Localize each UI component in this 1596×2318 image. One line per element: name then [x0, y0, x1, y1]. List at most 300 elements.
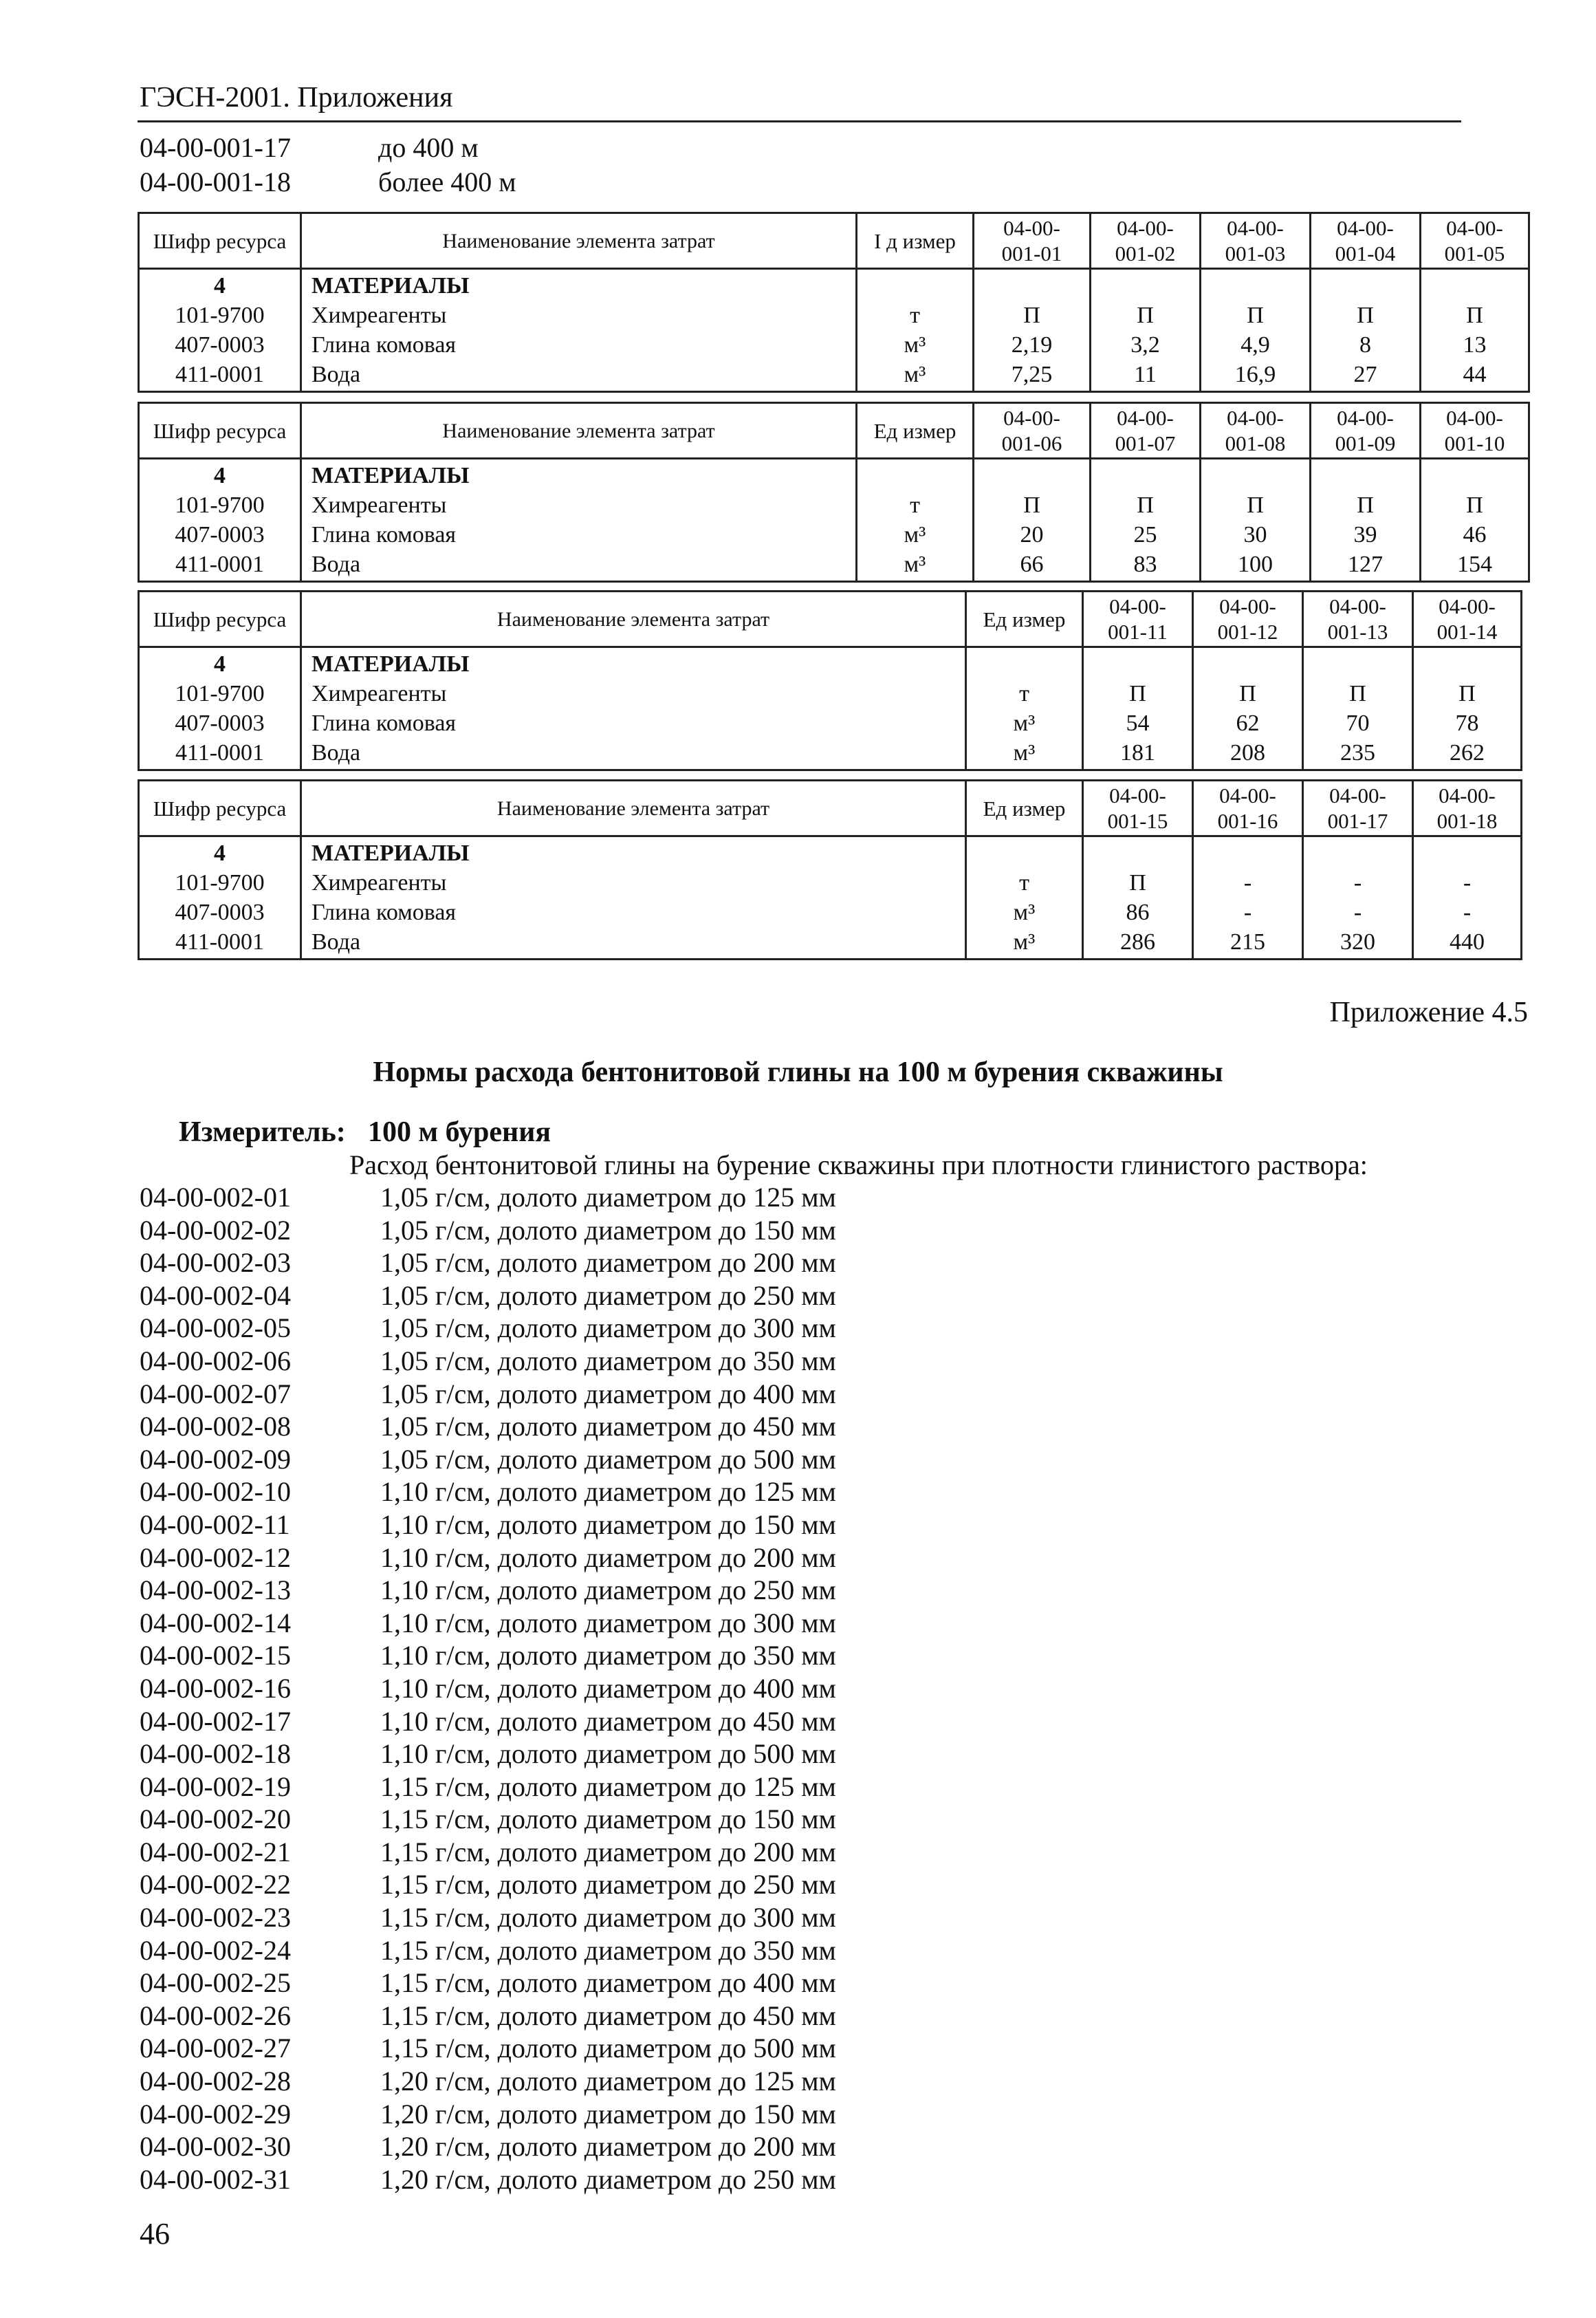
resource-unit: м³: [1013, 711, 1036, 736]
list-item: [140, 1901, 836, 1934]
resource-value: [1307, 649, 1409, 679]
values-column: [1091, 269, 1201, 392]
intro-code: 04-00-001-17: [140, 132, 291, 163]
resource-code: 411-0001: [175, 740, 265, 766]
resource-name: Вода: [311, 740, 361, 766]
resource-value: 320: [1340, 929, 1375, 955]
resource-value: 66: [1020, 552, 1044, 577]
resource-unit: т: [1019, 681, 1029, 706]
resource-value: П: [1137, 492, 1154, 518]
list-item: [140, 1967, 836, 2000]
resource-code: 407-0003: [175, 332, 265, 358]
header-norm-code: 04-00- 001-16: [1193, 781, 1303, 836]
resource-unit: [970, 838, 1079, 868]
resource-value: 2,19: [1011, 332, 1053, 358]
list-item: [140, 2032, 836, 2065]
header-norm-code: 04-00- 001-13: [1303, 592, 1413, 647]
list-item: [140, 2000, 836, 2033]
resource-value: 62: [1236, 711, 1260, 736]
norm-code: 04-00-002-29: [140, 2098, 291, 2130]
names-column: [301, 269, 857, 392]
values-column: [1083, 647, 1193, 770]
resource-unit: м³: [904, 362, 926, 387]
list-item: [140, 1246, 836, 1279]
resource-value: 30: [1243, 522, 1267, 548]
codes-column: [139, 647, 301, 770]
norm-code: 04-00-002-03: [140, 1247, 291, 1279]
resource-value: 78: [1455, 711, 1479, 736]
resource-value: -: [1353, 900, 1362, 925]
norm-text: 1,20 г/см, долото диаметром до 150 мм: [380, 2098, 836, 2130]
list-item: [140, 1672, 836, 1705]
values-column: [1303, 836, 1413, 960]
resource-value: 7,25: [1011, 362, 1053, 387]
norm-text: 1,15 г/см, долото диаметром до 350 мм: [380, 1934, 836, 1966]
norm-text: 1,20 г/см, долото диаметром до 250 мм: [380, 2163, 836, 2195]
header-norm-code: 04-00- 001-18: [1413, 781, 1522, 836]
list-item: [140, 2065, 836, 2098]
resource-value: П: [1466, 492, 1483, 518]
table-header-row: [139, 592, 1522, 647]
list-item: [140, 1410, 836, 1443]
resource-value: 181: [1120, 740, 1155, 766]
values-column: [1413, 647, 1522, 770]
values-column: [1083, 836, 1193, 960]
norm-text: 1,10 г/см, долото диаметром до 300 мм: [380, 1607, 836, 1638]
resource-unit: т: [1019, 870, 1029, 896]
resource-value: 215: [1230, 929, 1265, 955]
list-item: [140, 1868, 836, 1901]
list-item: [140, 2163, 836, 2196]
header-unit: Ед измер: [966, 592, 1083, 647]
header-norm-code: 04-00- 001-06: [974, 403, 1091, 459]
resource-value: 46: [1463, 522, 1487, 548]
codes-column: [139, 269, 301, 392]
units-column: [966, 647, 1083, 770]
resource-value: 39: [1353, 522, 1377, 548]
resource-value: [1314, 271, 1417, 301]
resource-value: -: [1243, 900, 1252, 925]
resource-value: 235: [1340, 740, 1375, 766]
values-column: [1311, 269, 1421, 392]
list-item: [140, 1607, 836, 1640]
resource-table: [138, 402, 1530, 583]
norm-code: 04-00-002-24: [140, 1934, 291, 1966]
units-column: [857, 459, 974, 582]
norm-text: 1,20 г/см, долото диаметром до 200 мм: [380, 2131, 836, 2163]
resource-value: П: [1247, 492, 1264, 518]
header-unit: Ед измер: [857, 403, 974, 459]
list-item: [140, 1214, 836, 1247]
header-unit: Ед измер: [966, 781, 1083, 836]
norm-code: 04-00-002-19: [140, 1770, 291, 1802]
norm-code: 04-00-002-12: [140, 1541, 291, 1573]
norm-list: [140, 1181, 836, 2196]
resource-value: 70: [1346, 711, 1370, 736]
header-norm-code: 04-00- 001-05: [1421, 213, 1529, 269]
resource-value: 100: [1238, 552, 1273, 577]
norm-text: 1,15 г/см, долото диаметром до 450 мм: [380, 2000, 836, 2031]
table-header-row: [139, 403, 1529, 459]
values-column: [1421, 459, 1529, 582]
resource-value: П: [1239, 681, 1256, 706]
resource-table: [138, 779, 1522, 960]
resource-code: 411-0001: [175, 929, 265, 955]
resource-code: 101-9700: [175, 870, 265, 896]
norm-text: 1,05 г/см, долото диаметром до 200 мм: [380, 1247, 836, 1279]
values-column: [974, 459, 1091, 582]
resource-code: 101-9700: [175, 303, 265, 328]
intro-item: [140, 131, 516, 165]
list-item: [140, 1737, 836, 1770]
norm-text: 1,15 г/см, долото диаметром до 300 мм: [380, 1902, 836, 1934]
norm-code: 04-00-002-04: [140, 1279, 291, 1311]
resource-value: 262: [1450, 740, 1485, 766]
norm-text: 1,05 г/см, долото диаметром до 450 мм: [380, 1411, 836, 1442]
norm-text: 1,15 г/см, долото диаметром до 400 мм: [380, 1967, 836, 1999]
resource-code: 407-0003: [175, 900, 265, 925]
values-column: [1421, 269, 1529, 392]
norm-code: 04-00-002-05: [140, 1312, 291, 1344]
norm-code: 04-00-002-15: [140, 1640, 291, 1671]
consumption-text: Расход бентонитовой глины на бурение скважины при плотности глинистого раствора:: [349, 1149, 1368, 1180]
resource-value: [1204, 271, 1307, 301]
resource-value: -: [1353, 870, 1362, 896]
values-column: [974, 269, 1091, 392]
norm-text: 1,05 г/см, долото диаметром до 300 мм: [380, 1312, 836, 1344]
list-item: [140, 1770, 836, 1804]
resource-value: [977, 271, 1086, 301]
norm-code: 04-00-002-26: [140, 2000, 291, 2031]
header-name: Наименование элемента затрат: [301, 403, 857, 459]
norm-code: 04-00-002-09: [140, 1443, 291, 1475]
resource-unit: [860, 271, 970, 301]
list-item: [140, 2130, 836, 2163]
norm-text: 1,05 г/см, долото диаметром до 350 мм: [380, 1345, 836, 1376]
norm-code: 04-00-002-28: [140, 2066, 291, 2097]
resource-value: [1086, 649, 1189, 679]
resource-value: [1204, 461, 1307, 490]
resource-code: 407-0003: [175, 522, 265, 548]
resource-value: [1094, 461, 1196, 490]
resource-unit: м³: [904, 522, 926, 548]
resource-value: [977, 461, 1086, 490]
resource-name: Вода: [311, 929, 361, 955]
norm-text: 1,10 г/см, долото диаметром до 125 мм: [380, 1476, 836, 1508]
list-item: [140, 1574, 836, 1607]
resource-value: [1094, 271, 1196, 301]
norm-text: 1,10 г/см, долото диаметром до 500 мм: [380, 1738, 836, 1770]
resource-name: Химреагенты: [311, 492, 447, 518]
resource-name: Глина комовая: [311, 900, 457, 925]
resource-value: 16,9: [1234, 362, 1276, 387]
norm-code: 04-00-002-01: [140, 1182, 291, 1213]
norm-code: 04-00-002-17: [140, 1705, 291, 1737]
header-code: Шифр ресурса: [139, 403, 301, 459]
resource-value: [1086, 838, 1189, 868]
header-name: Наименование элемента затрат: [301, 213, 857, 269]
resource-name: МАТЕРИАЛЫ: [311, 463, 470, 488]
norm-code: 04-00-002-07: [140, 1378, 291, 1409]
resource-value: 83: [1133, 552, 1157, 577]
intro-item: [140, 165, 516, 199]
names-column: [301, 647, 966, 770]
resource-unit: м³: [1013, 740, 1036, 766]
resource-name: Вода: [311, 552, 361, 577]
values-column: [1413, 836, 1522, 960]
header-norm-code: 04-00- 001-07: [1091, 403, 1201, 459]
resource-value: 20: [1020, 522, 1044, 548]
values-column: [1201, 459, 1311, 582]
norm-text: 1,05 г/см, долото диаметром до 125 мм: [380, 1182, 836, 1213]
resource-value: П: [1023, 492, 1040, 518]
resource-value: 127: [1348, 552, 1383, 577]
norm-text: 1,20 г/см, долото диаметром до 125 мм: [380, 2066, 836, 2097]
resource-code: 411-0001: [175, 552, 265, 577]
page-number: 46: [140, 2217, 170, 2251]
codes-column: [139, 836, 301, 960]
header-rule: [138, 120, 1461, 122]
table-header-row: [139, 213, 1529, 269]
resource-table: [138, 212, 1530, 393]
intro-text: до 400 м: [378, 132, 479, 163]
resource-value: [1196, 838, 1299, 868]
resource-value: 11: [1134, 362, 1157, 387]
list-item: [140, 1279, 836, 1312]
resource-value: П: [1357, 303, 1374, 328]
header-name: Наименование элемента затрат: [301, 781, 966, 836]
list-item: [140, 1836, 836, 1869]
resource-value: П: [1129, 681, 1146, 706]
resource-value: [1196, 649, 1299, 679]
list-item: [140, 1934, 836, 1967]
norm-text: 1,05 г/см, долото диаметром до 150 мм: [380, 1214, 836, 1246]
list-item: [140, 1803, 836, 1836]
norm-text: 1,15 г/см, долото диаметром до 250 мм: [380, 1869, 836, 1900]
norm-code: 04-00-002-10: [140, 1476, 291, 1508]
norm-code: 04-00-002-31: [140, 2163, 291, 2195]
resource-unit: м³: [904, 552, 926, 577]
resource-value: П: [1357, 492, 1374, 518]
norm-code: 04-00-002-25: [140, 1967, 291, 1999]
header-code: Шифр ресурса: [139, 781, 301, 836]
resource-value: П: [1023, 303, 1040, 328]
norm-text: 1,15 г/см, долото диаметром до 500 мм: [380, 2033, 836, 2064]
norm-code: 04-00-002-11: [140, 1508, 290, 1540]
resource-value: П: [1129, 870, 1146, 896]
resource-code: 4: [214, 651, 226, 677]
list-item: [140, 1378, 836, 1411]
norm-code: 04-00-002-22: [140, 1869, 291, 1900]
norm-code: 04-00-002-06: [140, 1345, 291, 1376]
resource-value: 27: [1353, 362, 1377, 387]
header-norm-code: 04-00- 001-09: [1311, 403, 1421, 459]
resource-unit: [860, 461, 970, 490]
resource-code: 407-0003: [175, 711, 265, 736]
values-column: [1193, 647, 1303, 770]
norm-text: 1,05 г/см, долото диаметром до 400 мм: [380, 1378, 836, 1409]
resource-name: Химреагенты: [311, 303, 447, 328]
resource-name: МАТЕРИАЛЫ: [311, 273, 470, 299]
resource-value: П: [1247, 303, 1264, 328]
meter-value: 100 м бурения: [368, 1116, 551, 1148]
codes-column: [139, 459, 301, 582]
resource-name: Химреагенты: [311, 681, 447, 706]
header-code: Шифр ресурса: [139, 592, 301, 647]
appendix-label: Приложение 4.5: [1329, 997, 1528, 1028]
norm-code: 04-00-002-18: [140, 1738, 291, 1770]
resource-value: -: [1243, 870, 1252, 896]
resource-value: 440: [1450, 929, 1485, 955]
header-norm-code: 04-00- 001-02: [1091, 213, 1201, 269]
list-item: [140, 2098, 836, 2131]
resource-value: 154: [1457, 552, 1492, 577]
table-body-row: [139, 647, 1522, 770]
norm-code: 04-00-002-27: [140, 2033, 291, 2064]
resource-table: [138, 590, 1522, 771]
resource-value: 3,2: [1130, 332, 1160, 358]
intro-items: [140, 131, 516, 199]
resource-name: Глина комовая: [311, 711, 457, 736]
intro-code: 04-00-001-18: [140, 166, 291, 197]
resource-value: [1417, 838, 1518, 868]
norm-text: 1,10 г/см, долото диаметром до 400 мм: [380, 1672, 836, 1704]
header-norm-code: 04-00- 001-04: [1311, 213, 1421, 269]
norm-text: 1,10 г/см, долото диаметром до 450 мм: [380, 1705, 836, 1737]
resource-value: П: [1349, 681, 1366, 706]
norm-text: 1,15 г/см, долото диаметром до 200 мм: [380, 1836, 836, 1867]
resource-value: 25: [1133, 522, 1157, 548]
units-column: [966, 836, 1083, 960]
norm-text: 1,10 г/см, долото диаметром до 200 мм: [380, 1541, 836, 1573]
list-item: [140, 1443, 836, 1476]
resource-value: П: [1466, 303, 1483, 328]
header-code: Шифр ресурса: [139, 213, 301, 269]
resource-value: -: [1463, 900, 1472, 925]
resource-unit: т: [910, 303, 920, 328]
resource-value: -: [1463, 870, 1472, 896]
resource-name: Глина комовая: [311, 332, 457, 358]
values-column: [1303, 647, 1413, 770]
header-norm-code: 04-00- 001-11: [1083, 592, 1193, 647]
resource-code: 4: [214, 463, 226, 488]
norm-code: 04-00-002-20: [140, 1804, 291, 1835]
resource-value: 13: [1463, 332, 1487, 358]
header-norm-code: 04-00- 001-10: [1421, 403, 1529, 459]
norm-code: 04-00-002-16: [140, 1672, 291, 1704]
resource-unit: м³: [904, 332, 926, 358]
meter-label: Измеритель:: [179, 1116, 346, 1148]
norm-text: 1,05 г/см, долото диаметром до 250 мм: [380, 1279, 836, 1311]
resource-value: 44: [1463, 362, 1487, 387]
resource-value: 4,9: [1240, 332, 1270, 358]
resource-value: П: [1137, 303, 1154, 328]
norm-text: 1,10 г/см, долото диаметром до 150 мм: [380, 1508, 836, 1540]
list-item: [140, 1541, 836, 1574]
norm-code: 04-00-002-21: [140, 1836, 291, 1867]
norm-code: 04-00-002-02: [140, 1214, 291, 1246]
resource-value: [1307, 838, 1409, 868]
resource-value: [1424, 461, 1525, 490]
values-column: [1311, 459, 1421, 582]
resource-name: МАТЕРИАЛЫ: [311, 841, 470, 866]
norm-code: 04-00-002-14: [140, 1607, 291, 1638]
header-norm-code: 04-00- 001-03: [1201, 213, 1311, 269]
resource-name: Глина комовая: [311, 522, 457, 548]
norm-text: 1,05 г/см, долото диаметром до 500 мм: [380, 1443, 836, 1475]
resource-value: [1417, 649, 1518, 679]
norm-text: 1,15 г/см, долото диаметром до 150 мм: [380, 1804, 836, 1835]
resource-value: 208: [1230, 740, 1265, 766]
resource-code: 101-9700: [175, 681, 265, 706]
section-title: Нормы расхода бентонитовой глины на 100 м бурения скважины: [373, 1057, 1223, 1088]
header-norm-code: 04-00- 001-14: [1413, 592, 1522, 647]
resource-unit: м³: [1013, 900, 1036, 925]
resource-value: 8: [1359, 332, 1371, 358]
list-item: [140, 1508, 836, 1541]
list-item: [140, 1705, 836, 1738]
norm-code: 04-00-002-23: [140, 1902, 291, 1934]
header-norm-code: 04-00- 001-08: [1201, 403, 1311, 459]
norm-code: 04-00-002-30: [140, 2131, 291, 2163]
resource-value: [1314, 461, 1417, 490]
header-unit: I д измер: [857, 213, 974, 269]
table-body-row: [139, 836, 1522, 960]
table-body-row: [139, 269, 1529, 392]
header-norm-code: 04-00- 001-01: [974, 213, 1091, 269]
names-column: [301, 836, 966, 960]
resource-unit: [970, 649, 1079, 679]
names-column: [301, 459, 857, 582]
list-item: [140, 1475, 836, 1508]
norm-text: 1,10 г/см, долото диаметром до 250 мм: [380, 1574, 836, 1606]
meter-line: [179, 1116, 551, 1149]
list-item: [140, 1312, 836, 1345]
resource-name: Химреагенты: [311, 870, 447, 896]
values-column: [1193, 836, 1303, 960]
norm-text: 1,10 г/см, долото диаметром до 350 мм: [380, 1640, 836, 1671]
list-item: [140, 1639, 836, 1672]
units-column: [857, 269, 974, 392]
resource-code: 101-9700: [175, 492, 265, 518]
table-body-row: [139, 459, 1529, 582]
resource-unit: м³: [1013, 929, 1036, 955]
list-item: [140, 1181, 836, 1214]
norm-code: 04-00-002-08: [140, 1411, 291, 1442]
resource-code: 4: [214, 273, 226, 299]
resource-code: 411-0001: [175, 362, 265, 387]
values-column: [1201, 269, 1311, 392]
header-norm-code: 04-00- 001-15: [1083, 781, 1193, 836]
running-header: ГЭСН-2001. Приложения: [140, 82, 453, 113]
norm-code: 04-00-002-13: [140, 1574, 291, 1606]
resource-code: 4: [214, 841, 226, 866]
resource-value: [1424, 271, 1525, 301]
intro-text: более 400 м: [378, 166, 516, 197]
list-item: [140, 1345, 836, 1378]
resource-value: 86: [1126, 900, 1150, 925]
values-column: [1091, 459, 1201, 582]
resource-value: 54: [1126, 711, 1150, 736]
resource-name: МАТЕРИАЛЫ: [311, 651, 470, 677]
resource-unit: т: [910, 492, 920, 518]
resource-value: П: [1458, 681, 1476, 706]
table-header-row: [139, 781, 1522, 836]
header-norm-code: 04-00- 001-12: [1193, 592, 1303, 647]
norm-text: 1,15 г/см, долото диаметром до 125 мм: [380, 1770, 836, 1802]
header-name: Наименование элемента затрат: [301, 592, 966, 647]
resource-value: 286: [1120, 929, 1155, 955]
